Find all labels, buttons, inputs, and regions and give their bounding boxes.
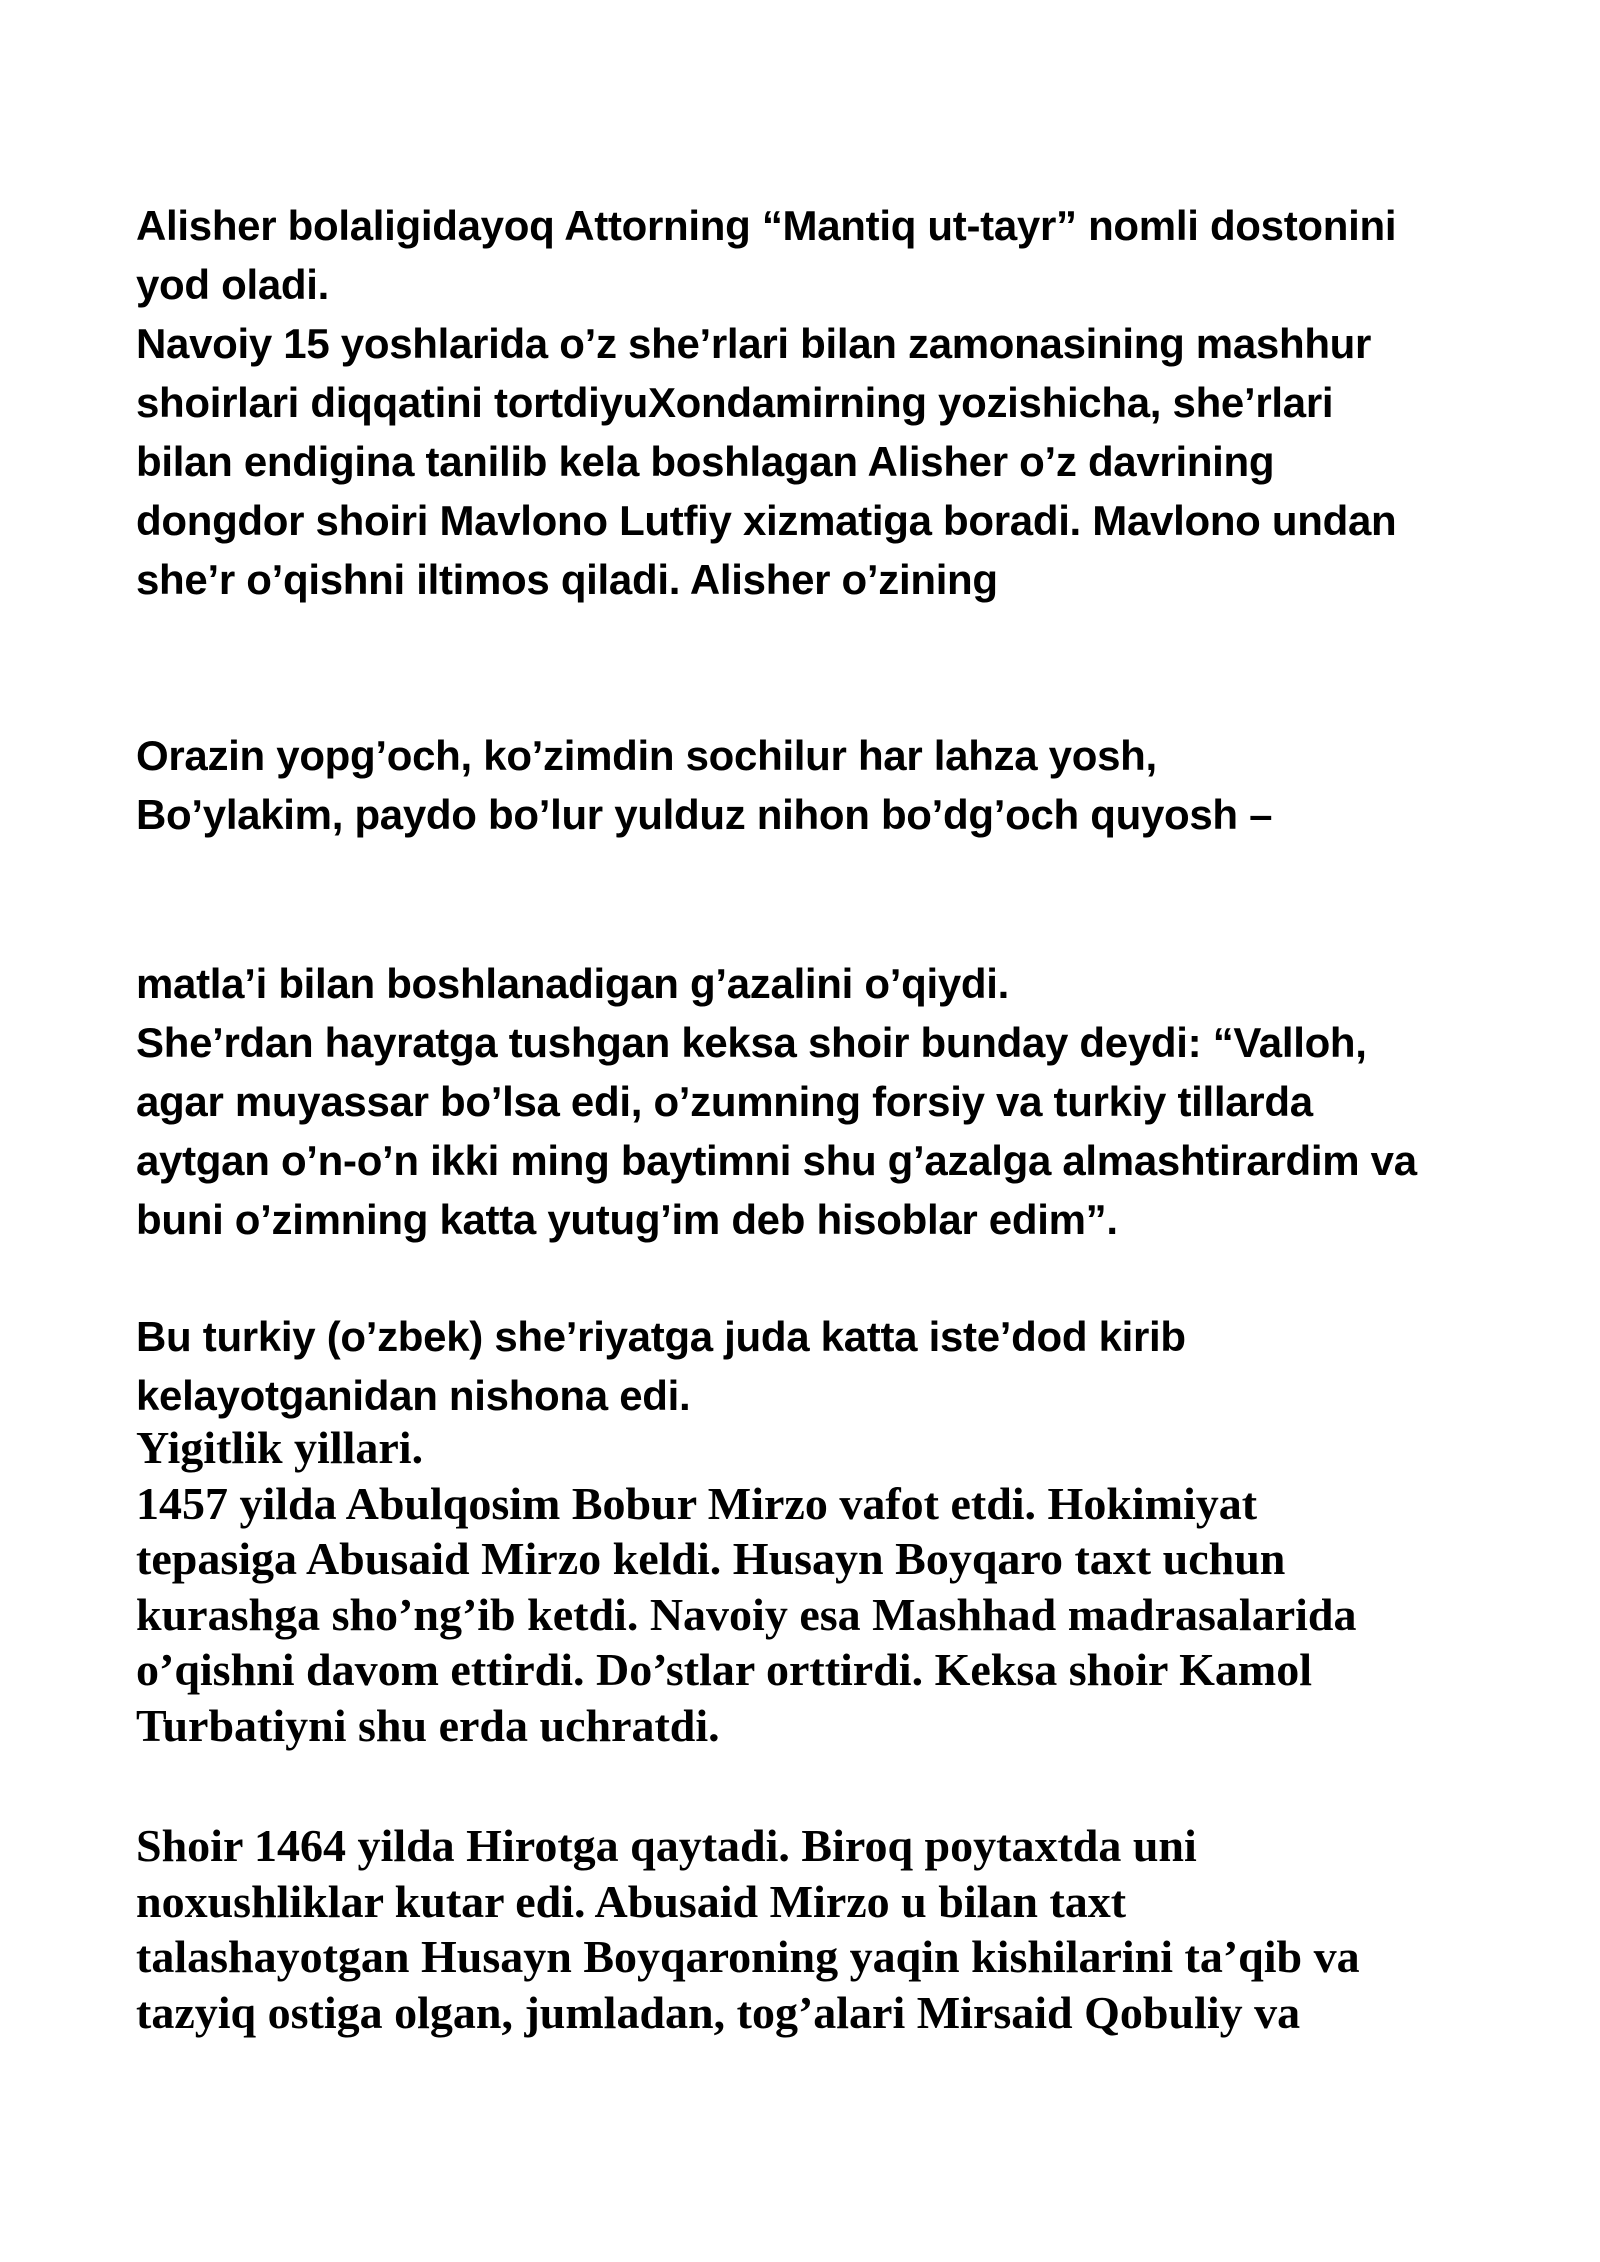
text-line: bilan endigina tanilib kela boshlagan Alisher o’z davrining — [136, 438, 1275, 485]
text-line: kurashga sho’ng’ib ketdi. Navoiy esa Mashhad madrasalarida — [136, 1588, 1357, 1640]
text-line: matla’i bilan boshlanadigan g’azalini o’qiydi. — [136, 960, 1009, 1007]
text-line: tepasiga Abusaid Mirzo keldi. Husayn Boyqaro taxt uchun — [136, 1533, 1286, 1584]
text-line: Shoir 1464 yilda Hirotga qaytadi. Biroq poytaxtda uni — [136, 1820, 1197, 1871]
text-line: Alisher bolaligidayoq Attorning “Mantiq ut-tayr” nomli dostonini — [136, 202, 1397, 249]
text-line: 1457 yilda Abulqosim Bobur Mirzo vafot etdi. Hokimiyat — [136, 1477, 1258, 1529]
text-line: Navoiy 15 yoshlarida o’z she’rlari bilan zamonasining mashhur — [136, 320, 1372, 367]
text-line: buni o’zimning katta yutug’im deb hisoblar edim”. — [136, 1196, 1118, 1243]
paragraph-return — [136, 1818, 1476, 2040]
text-line: dongdor shoiri Mavlono Lutfiy xizmatiga boradi. Mavlono undan — [136, 497, 1397, 544]
verse-line: Bo’ylakim, paydo bo’lur yulduz nihon bo’dg’och quyosh – — [136, 791, 1273, 838]
text-line: o’qishni davom ettirdi. Do’stlar orttirdi. Keksa shoir Kamol — [136, 1644, 1312, 1695]
verse-quote — [136, 726, 1476, 844]
paragraph-talent — [136, 1307, 1476, 1425]
text-line: Bu turkiy (o’zbek) she’riyatga juda katta iste’dod kirib — [136, 1313, 1186, 1360]
text-line: kelayotganidan nishona edi. — [136, 1372, 691, 1419]
section-youth — [136, 1420, 1476, 1753]
text-line: She’rdan hayratga tushgan keksa shoir bunday deydi: “Valloh, — [136, 1019, 1367, 1066]
paragraph-response — [136, 954, 1476, 1249]
text-line: tazyiq ostiga olgan, jumladan, tog’alari Mirsaid Qobuliy va — [136, 1986, 1301, 2038]
text-line: aytgan o’n-o’n ikki ming baytimni shu g’azalga almashtirardim va — [136, 1137, 1417, 1184]
text-line: Turbatiyni shu erda uchratdi. — [136, 1699, 720, 1751]
verse-line: Orazin yopg’och, ko’zimdin sochilur har lahza yosh, — [136, 732, 1157, 779]
text-line: noxushliklar kutar edi. Abusaid Mirzo u bilan taxt — [136, 1875, 1127, 1927]
section-heading: Yigitlik yillari. — [136, 1422, 424, 1473]
text-line: yod oladi. — [136, 261, 330, 308]
text-line: agar muyassar bo’lsa edi, o’zumning forsiy va turkiy tillarda — [136, 1078, 1313, 1125]
text-line: she’r o’qishni iltimos qiladi. Alisher o’zining — [136, 556, 998, 603]
text-line: talashayotgan Husayn Boyqaroning yaqin kishilarini ta’qib va — [136, 1931, 1360, 1982]
paragraph-intro — [136, 196, 1476, 609]
text-line: shoirlari diqqatini tortdiyuXondamirning yozishicha, she’rlari — [136, 379, 1334, 426]
